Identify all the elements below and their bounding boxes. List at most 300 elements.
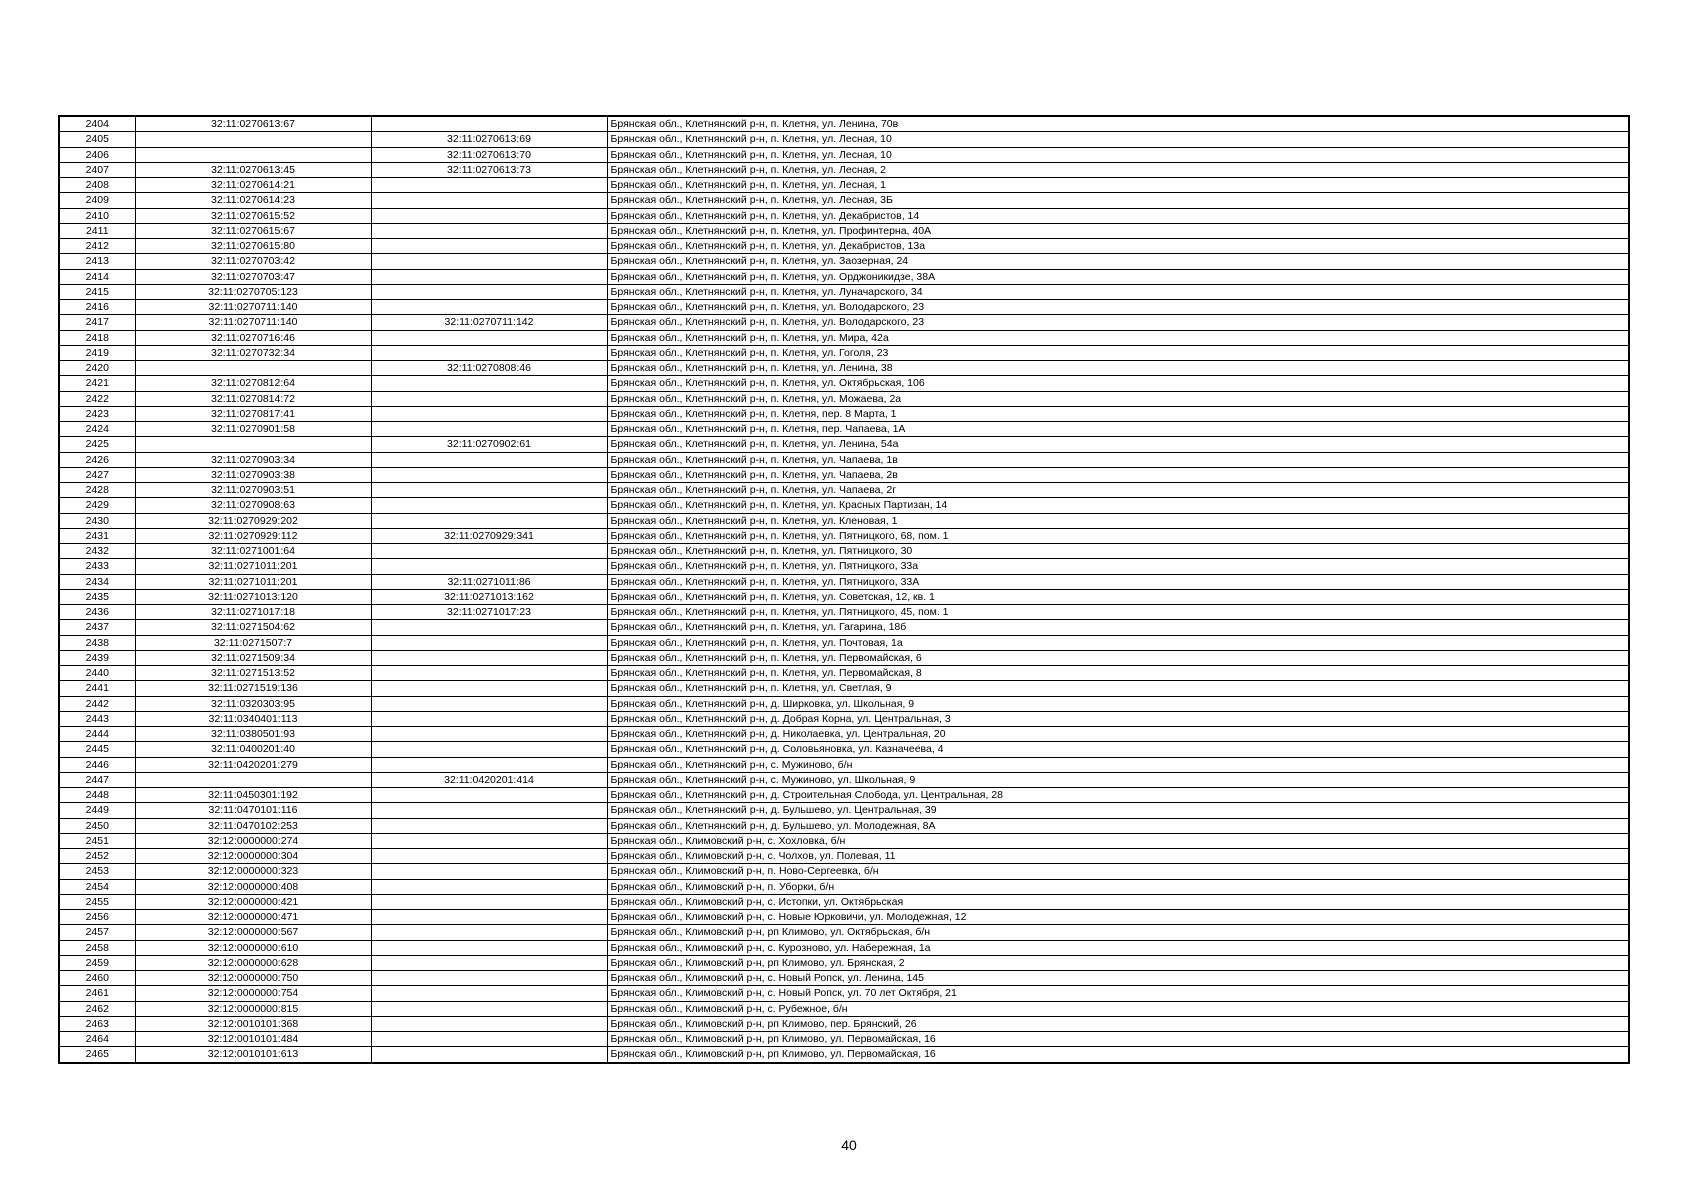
cadastral-number-cell <box>135 361 371 376</box>
address-cell: Брянская обл., Клетнянский р-н, п. Клетня, ул. Володарского, 23 <box>607 300 1629 315</box>
related-cadastral-number-cell <box>371 971 607 986</box>
related-cadastral-number-cell <box>371 666 607 681</box>
table-row <box>59 254 1629 269</box>
related-cadastral-number-cell <box>371 193 607 208</box>
table-row <box>59 437 1629 452</box>
table-row <box>59 818 1629 833</box>
cadastral-number-cell: 32:12:0000000:323 <box>135 864 371 879</box>
row-number-cell: 2458 <box>59 940 135 955</box>
cadastral-number-cell: 32:11:0270614:23 <box>135 193 371 208</box>
address-cell: Брянская обл., Клетнянский р-н, п. Клетня, ул. Лесная, 1 <box>607 178 1629 193</box>
row-number-cell: 2446 <box>59 757 135 772</box>
row-number-cell: 2461 <box>59 986 135 1001</box>
table-row <box>59 650 1629 665</box>
row-number-cell: 2454 <box>59 879 135 894</box>
related-cadastral-number-cell <box>371 635 607 650</box>
row-number-cell: 2425 <box>59 437 135 452</box>
row-number-cell: 2464 <box>59 1032 135 1047</box>
address-cell: Брянская обл., Клетнянский р-н, п. Клетня, пер. 8 Марта, 1 <box>607 406 1629 421</box>
table-row <box>59 742 1629 757</box>
cadastral-number-cell: 32:11:0270901:58 <box>135 422 371 437</box>
table-row <box>59 681 1629 696</box>
related-cadastral-number-cell <box>371 284 607 299</box>
table-row <box>59 605 1629 620</box>
row-number-cell: 2404 <box>59 116 135 132</box>
row-number-cell: 2450 <box>59 818 135 833</box>
cadastral-number-cell: 32:11:0270711:140 <box>135 315 371 330</box>
cadastral-number-cell: 32:11:0270705:123 <box>135 284 371 299</box>
row-number-cell: 2439 <box>59 650 135 665</box>
related-cadastral-number-cell <box>371 727 607 742</box>
cadastral-number-cell: 32:11:0270814:72 <box>135 391 371 406</box>
related-cadastral-number-cell: 32:11:0271017:23 <box>371 605 607 620</box>
row-number-cell: 2434 <box>59 574 135 589</box>
related-cadastral-number-cell <box>371 116 607 132</box>
address-cell: Брянская обл., Клетнянский р-н, п. Клетня, ул. Можаева, 2а <box>607 391 1629 406</box>
cadastral-number-cell: 32:12:0000000:274 <box>135 833 371 848</box>
cadastral-number-cell: 32:12:0000000:304 <box>135 849 371 864</box>
row-number-cell: 2426 <box>59 452 135 467</box>
table-row <box>59 376 1629 391</box>
table-row <box>59 666 1629 681</box>
cadastral-number-cell: 32:11:0450301:192 <box>135 788 371 803</box>
table-row <box>59 864 1629 879</box>
row-number-cell: 2409 <box>59 193 135 208</box>
cadastral-number-cell: 32:11:0270711:140 <box>135 300 371 315</box>
row-number-cell: 2447 <box>59 772 135 787</box>
table-row <box>59 498 1629 513</box>
cadastral-number-cell: 32:11:0271513:52 <box>135 666 371 681</box>
row-number-cell: 2424 <box>59 422 135 437</box>
row-number-cell: 2444 <box>59 727 135 742</box>
address-cell: Брянская обл., Климовский р-н, рп Климово, ул. Первомайская, 16 <box>607 1047 1629 1063</box>
table-row <box>59 955 1629 970</box>
related-cadastral-number-cell: 32:11:0270613:73 <box>371 162 607 177</box>
property-table <box>58 115 1630 1064</box>
row-number-cell: 2406 <box>59 147 135 162</box>
address-cell: Брянская обл., Клетнянский р-н, п. Клетня, ул. Володарского, 23 <box>607 315 1629 330</box>
cadastral-number-cell: 32:12:0000000:754 <box>135 986 371 1001</box>
cadastral-number-cell: 32:11:0420201:279 <box>135 757 371 772</box>
row-number-cell: 2423 <box>59 406 135 421</box>
cadastral-number-cell: 32:11:0271001:64 <box>135 544 371 559</box>
address-cell: Брянская обл., Клетнянский р-н, д. Ширковка, ул. Школьная, 9 <box>607 696 1629 711</box>
address-cell: Брянская обл., Клетнянский р-н, д. Строительная Слобода, ул. Центральная, 28 <box>607 788 1629 803</box>
address-cell: Брянская обл., Клетнянский р-н, п. Клетня, ул. Гагарина, 18б <box>607 620 1629 635</box>
related-cadastral-number-cell: 32:11:0270711:142 <box>371 315 607 330</box>
table-row <box>59 894 1629 909</box>
row-number-cell: 2410 <box>59 208 135 223</box>
table-row <box>59 284 1629 299</box>
address-cell: Брянская обл., Клетнянский р-н, п. Клетня, ул. Пятницкого, 68, пом. 1 <box>607 528 1629 543</box>
cadastral-number-cell: 32:11:0270812:64 <box>135 376 371 391</box>
row-number-cell: 2420 <box>59 361 135 376</box>
cadastral-number-cell: 32:11:0270929:112 <box>135 528 371 543</box>
table-row <box>59 803 1629 818</box>
address-cell: Брянская обл., Клетнянский р-н, п. Клетня, ул. Лесная, 10 <box>607 132 1629 147</box>
address-cell: Брянская обл., Климовский р-н, с. Новый Ропск, ул. 70 лет Октября, 21 <box>607 986 1629 1001</box>
related-cadastral-number-cell <box>371 879 607 894</box>
related-cadastral-number-cell <box>371 452 607 467</box>
table-row <box>59 513 1629 528</box>
related-cadastral-number-cell <box>371 422 607 437</box>
table-row <box>59 132 1629 147</box>
table-row <box>59 696 1629 711</box>
table-row <box>59 116 1629 132</box>
table-row <box>59 940 1629 955</box>
cadastral-number-cell: 32:11:0380501:93 <box>135 727 371 742</box>
address-cell: Брянская обл., Климовский р-н, рп Климово, ул. Брянская, 2 <box>607 955 1629 970</box>
row-number-cell: 2456 <box>59 910 135 925</box>
table-row <box>59 772 1629 787</box>
related-cadastral-number-cell <box>371 223 607 238</box>
related-cadastral-number-cell <box>371 849 607 864</box>
table-row <box>59 635 1629 650</box>
cadastral-number-cell: 32:11:0271507:7 <box>135 635 371 650</box>
related-cadastral-number-cell <box>371 894 607 909</box>
table-row <box>59 544 1629 559</box>
row-number-cell: 2416 <box>59 300 135 315</box>
row-number-cell: 2427 <box>59 467 135 482</box>
cadastral-number-cell: 32:11:0270817:41 <box>135 406 371 421</box>
related-cadastral-number-cell <box>371 498 607 513</box>
related-cadastral-number-cell <box>371 910 607 925</box>
related-cadastral-number-cell <box>371 483 607 498</box>
row-number-cell: 2438 <box>59 635 135 650</box>
address-cell: Брянская обл., Клетнянский р-н, п. Клетня, ул. Ленина, 54а <box>607 437 1629 452</box>
cadastral-number-cell: 32:11:0270703:42 <box>135 254 371 269</box>
row-number-cell: 2441 <box>59 681 135 696</box>
address-cell: Брянская обл., Клетнянский р-н, п. Клетня, ул. Заозерная, 24 <box>607 254 1629 269</box>
table-row <box>59 345 1629 360</box>
table-row <box>59 269 1629 284</box>
cadastral-number-cell: 32:11:0271504:62 <box>135 620 371 635</box>
cadastral-number-cell <box>135 147 371 162</box>
table-row <box>59 406 1629 421</box>
table-row <box>59 833 1629 848</box>
cadastral-number-cell: 32:12:0000000:628 <box>135 955 371 970</box>
row-number-cell: 2419 <box>59 345 135 360</box>
address-cell: Брянская обл., Клетнянский р-н, п. Клетня, ул. Луначарского, 34 <box>607 284 1629 299</box>
address-cell: Брянская обл., Климовский р-н, с. Истопки, ул. Октябрьская <box>607 894 1629 909</box>
address-cell: Брянская обл., Клетнянский р-н, п. Клетня, ул. Чапаева, 1в <box>607 452 1629 467</box>
cadastral-number-cell: 32:11:0400201:40 <box>135 742 371 757</box>
cadastral-number-cell: 32:12:0000000:815 <box>135 1001 371 1016</box>
page-number: 40 <box>841 1137 857 1153</box>
cadastral-number-cell: 32:12:0010101:484 <box>135 1032 371 1047</box>
table-row <box>59 986 1629 1001</box>
table-row <box>59 391 1629 406</box>
cadastral-number-cell: 32:11:0470101:116 <box>135 803 371 818</box>
row-number-cell: 2452 <box>59 849 135 864</box>
address-cell: Брянская обл., Клетнянский р-н, п. Клетня, ул. Мира, 42а <box>607 330 1629 345</box>
address-cell: Брянская обл., Климовский р-н, с. Рубежное, б/н <box>607 1001 1629 1016</box>
table-row <box>59 208 1629 223</box>
address-cell: Брянская обл., Клетнянский р-н, п. Клетня, ул. Лесная, 10 <box>607 147 1629 162</box>
address-cell: Брянская обл., Клетнянский р-н, п. Клетня, ул. Пятницкого, 30 <box>607 544 1629 559</box>
row-number-cell: 2413 <box>59 254 135 269</box>
cadastral-number-cell: 32:11:0270903:51 <box>135 483 371 498</box>
table-row <box>59 467 1629 482</box>
related-cadastral-number-cell <box>371 239 607 254</box>
table-row <box>59 483 1629 498</box>
related-cadastral-number-cell <box>371 925 607 940</box>
related-cadastral-number-cell <box>371 986 607 1001</box>
table-row <box>59 925 1629 940</box>
table-row <box>59 178 1629 193</box>
address-cell: Брянская обл., Климовский р-н, рп Климово, пер. Брянский, 26 <box>607 1016 1629 1031</box>
cadastral-number-cell: 32:11:0271509:34 <box>135 650 371 665</box>
row-number-cell: 2407 <box>59 162 135 177</box>
table-row <box>59 849 1629 864</box>
row-number-cell: 2429 <box>59 498 135 513</box>
related-cadastral-number-cell: 32:11:0270902:61 <box>371 437 607 452</box>
related-cadastral-number-cell <box>371 559 607 574</box>
address-cell: Брянская обл., Клетнянский р-н, п. Клетня, ул. Чапаева, 2г <box>607 483 1629 498</box>
cadastral-number-cell: 32:11:0270615:67 <box>135 223 371 238</box>
cadastral-number-cell <box>135 437 371 452</box>
cadastral-number-cell: 32:12:0000000:408 <box>135 879 371 894</box>
cadastral-number-cell: 32:12:0000000:421 <box>135 894 371 909</box>
address-cell: Брянская обл., Клетнянский р-н, п. Клетня, ул. Гоголя, 23 <box>607 345 1629 360</box>
address-cell: Брянская обл., Клетнянский р-н, п. Клетня, ул. Советская, 12, кв. 1 <box>607 589 1629 604</box>
table-row <box>59 620 1629 635</box>
related-cadastral-number-cell <box>371 940 607 955</box>
related-cadastral-number-cell <box>371 818 607 833</box>
related-cadastral-number-cell <box>371 376 607 391</box>
address-cell: Брянская обл., Клетнянский р-н, п. Клетня, ул. Кленовая, 1 <box>607 513 1629 528</box>
table-row <box>59 788 1629 803</box>
related-cadastral-number-cell <box>371 1016 607 1031</box>
cadastral-number-cell: 32:11:0271013:120 <box>135 589 371 604</box>
related-cadastral-number-cell <box>371 208 607 223</box>
table-row <box>59 879 1629 894</box>
address-cell: Брянская обл., Клетнянский р-н, п. Клетня, ул. Пятницкого, 45, пом. 1 <box>607 605 1629 620</box>
address-cell: Брянская обл., Клетнянский р-н, д. Николаевка, ул. Центральная, 20 <box>607 727 1629 742</box>
row-number-cell: 2433 <box>59 559 135 574</box>
related-cadastral-number-cell <box>371 406 607 421</box>
table-row <box>59 1001 1629 1016</box>
related-cadastral-number-cell <box>371 1032 607 1047</box>
related-cadastral-number-cell <box>371 864 607 879</box>
address-cell: Брянская обл., Клетнянский р-н, с. Мужиново, ул. Школьная, 9 <box>607 772 1629 787</box>
address-cell: Брянская обл., Клетнянский р-н, п. Клетня, ул. Чапаева, 2в <box>607 467 1629 482</box>
row-number-cell: 2437 <box>59 620 135 635</box>
address-cell: Брянская обл., Клетнянский р-н, п. Клетня, ул. Светлая, 9 <box>607 681 1629 696</box>
address-cell: Брянская обл., Клетнянский р-н, п. Клетня, ул. Лесная, 2 <box>607 162 1629 177</box>
address-cell: Брянская обл., Клетнянский р-н, д. Добрая Корна, ул. Центральная, 3 <box>607 711 1629 726</box>
row-number-cell: 2448 <box>59 788 135 803</box>
table-row <box>59 422 1629 437</box>
address-cell: Брянская обл., Климовский р-н, с. Курозново, ул. Набережная, 1а <box>607 940 1629 955</box>
related-cadastral-number-cell: 32:11:0270929:341 <box>371 528 607 543</box>
related-cadastral-number-cell <box>371 330 607 345</box>
address-cell: Брянская обл., Клетнянский р-н, п. Клетня, ул. Пятницкого, 33а <box>607 559 1629 574</box>
row-number-cell: 2421 <box>59 376 135 391</box>
cadastral-number-cell: 32:11:0271519:136 <box>135 681 371 696</box>
cadastral-number-cell: 32:11:0270614:21 <box>135 178 371 193</box>
address-cell: Брянская обл., Клетнянский р-н, п. Клетня, ул. Первомайская, 8 <box>607 666 1629 681</box>
related-cadastral-number-cell <box>371 620 607 635</box>
row-number-cell: 2417 <box>59 315 135 330</box>
related-cadastral-number-cell <box>371 178 607 193</box>
cadastral-number-cell: 32:11:0270615:80 <box>135 239 371 254</box>
related-cadastral-number-cell <box>371 711 607 726</box>
address-cell: Брянская обл., Климовский р-н, п. Уборки, б/н <box>607 879 1629 894</box>
row-number-cell: 2443 <box>59 711 135 726</box>
table-row <box>59 223 1629 238</box>
row-number-cell: 2411 <box>59 223 135 238</box>
cadastral-number-cell: 32:11:0270613:45 <box>135 162 371 177</box>
row-number-cell: 2432 <box>59 544 135 559</box>
table-row <box>59 574 1629 589</box>
table-row <box>59 711 1629 726</box>
row-number-cell: 2430 <box>59 513 135 528</box>
row-number-cell: 2462 <box>59 1001 135 1016</box>
related-cadastral-number-cell <box>371 696 607 711</box>
table-body <box>59 116 1629 1063</box>
cadastral-number-cell: 32:11:0320303:95 <box>135 696 371 711</box>
row-number-cell: 2440 <box>59 666 135 681</box>
row-number-cell: 2445 <box>59 742 135 757</box>
related-cadastral-number-cell: 32:11:0271011:86 <box>371 574 607 589</box>
table-row <box>59 147 1629 162</box>
address-cell: Брянская обл., Клетнянский р-н, п. Клетня, ул. Лесная, 3Б <box>607 193 1629 208</box>
related-cadastral-number-cell <box>371 345 607 360</box>
row-number-cell: 2412 <box>59 239 135 254</box>
cadastral-number-cell <box>135 132 371 147</box>
row-number-cell: 2463 <box>59 1016 135 1031</box>
related-cadastral-number-cell <box>371 650 607 665</box>
cadastral-number-cell: 32:11:0470102:253 <box>135 818 371 833</box>
address-cell: Брянская обл., Клетнянский р-н, п. Клетня, ул. Почтовая, 1а <box>607 635 1629 650</box>
related-cadastral-number-cell <box>371 742 607 757</box>
related-cadastral-number-cell: 32:11:0420201:414 <box>371 772 607 787</box>
address-cell: Брянская обл., Клетнянский р-н, п. Клетня, ул. Профинтерна, 40А <box>607 223 1629 238</box>
table-row <box>59 330 1629 345</box>
row-number-cell: 2451 <box>59 833 135 848</box>
table-row <box>59 452 1629 467</box>
table-row <box>59 361 1629 376</box>
address-cell: Брянская обл., Клетнянский р-н, д. Бульшево, ул. Молодежная, 8А <box>607 818 1629 833</box>
row-number-cell: 2442 <box>59 696 135 711</box>
table-row <box>59 589 1629 604</box>
table-row <box>59 1032 1629 1047</box>
table-row <box>59 971 1629 986</box>
address-cell: Брянская обл., Клетнянский р-н, п. Клетня, ул. Декабристов, 13а <box>607 239 1629 254</box>
address-cell: Брянская обл., Клетнянский р-н, п. Клетня, ул. Орджоникидзе, 38А <box>607 269 1629 284</box>
address-cell: Брянская обл., Климовский р-н, с. Новый Ропск, ул. Ленина, 145 <box>607 971 1629 986</box>
row-number-cell: 2415 <box>59 284 135 299</box>
related-cadastral-number-cell <box>371 1047 607 1063</box>
address-cell: Брянская обл., Клетнянский р-н, д. Бульшево, ул. Центральная, 39 <box>607 803 1629 818</box>
related-cadastral-number-cell: 32:11:0270808:46 <box>371 361 607 376</box>
related-cadastral-number-cell <box>371 833 607 848</box>
table-row <box>59 910 1629 925</box>
table-row <box>59 315 1629 330</box>
row-number-cell: 2428 <box>59 483 135 498</box>
address-cell: Брянская обл., Климовский р-н, рп Климово, ул. Первомайская, 16 <box>607 1032 1629 1047</box>
address-cell: Брянская обл., Клетнянский р-н, д. Соловьяновка, ул. Казначеева, 4 <box>607 742 1629 757</box>
related-cadastral-number-cell <box>371 757 607 772</box>
address-cell: Брянская обл., Клетнянский р-н, п. Клетня, ул. Пятницкого, 33А <box>607 574 1629 589</box>
cadastral-number-cell: 32:11:0270615:52 <box>135 208 371 223</box>
related-cadastral-number-cell: 32:11:0271013:162 <box>371 589 607 604</box>
address-cell: Брянская обл., Клетнянский р-н, п. Клетня, ул. Ленина, 70в <box>607 116 1629 132</box>
cadastral-number-cell: 32:11:0270613:67 <box>135 116 371 132</box>
related-cadastral-number-cell <box>371 803 607 818</box>
row-number-cell: 2453 <box>59 864 135 879</box>
row-number-cell: 2449 <box>59 803 135 818</box>
row-number-cell: 2455 <box>59 894 135 909</box>
cadastral-number-cell: 32:11:0340401:113 <box>135 711 371 726</box>
cadastral-number-cell: 32:11:0270903:34 <box>135 452 371 467</box>
address-cell: Брянская обл., Клетнянский р-н, п. Клетня, ул. Декабристов, 14 <box>607 208 1629 223</box>
address-cell: Брянская обл., Клетнянский р-н, п. Клетня, ул. Октябрьская, 106 <box>607 376 1629 391</box>
related-cadastral-number-cell <box>371 955 607 970</box>
table-row <box>59 757 1629 772</box>
cadastral-number-cell: 32:12:0000000:610 <box>135 940 371 955</box>
related-cadastral-number-cell <box>371 513 607 528</box>
related-cadastral-number-cell <box>371 269 607 284</box>
cadastral-number-cell: 32:11:0271011:201 <box>135 559 371 574</box>
related-cadastral-number-cell <box>371 254 607 269</box>
cadastral-number-cell: 32:12:0000000:750 <box>135 971 371 986</box>
cadastral-number-cell: 32:11:0270908:63 <box>135 498 371 513</box>
cadastral-number-cell: 32:11:0270903:38 <box>135 467 371 482</box>
address-cell: Брянская обл., Климовский р-н, п. Ново-Сергеевка, б/н <box>607 864 1629 879</box>
cadastral-number-cell: 32:11:0270929:202 <box>135 513 371 528</box>
address-cell: Брянская обл., Клетнянский р-н, п. Клетня, ул. Первомайская, 6 <box>607 650 1629 665</box>
related-cadastral-number-cell <box>371 391 607 406</box>
table-row <box>59 300 1629 315</box>
table-row <box>59 1016 1629 1031</box>
cadastral-number-cell: 32:11:0271017:18 <box>135 605 371 620</box>
related-cadastral-number-cell: 32:11:0270613:69 <box>371 132 607 147</box>
row-number-cell: 2405 <box>59 132 135 147</box>
table-row <box>59 239 1629 254</box>
row-number-cell: 2465 <box>59 1047 135 1063</box>
row-number-cell: 2457 <box>59 925 135 940</box>
row-number-cell: 2436 <box>59 605 135 620</box>
cadastral-number-cell <box>135 772 371 787</box>
cadastral-number-cell: 32:11:0270703:47 <box>135 269 371 284</box>
address-cell: Брянская обл., Климовский р-н, с. Чолхов, ул. Полевая, 11 <box>607 849 1629 864</box>
address-cell: Брянская обл., Климовский р-н, рп Климово, ул. Октябрьская, б/н <box>607 925 1629 940</box>
cadastral-number-cell: 32:11:0271011:201 <box>135 574 371 589</box>
cadastral-number-cell: 32:12:0010101:368 <box>135 1016 371 1031</box>
table-row <box>59 727 1629 742</box>
cadastral-number-cell: 32:11:0270716:46 <box>135 330 371 345</box>
address-cell: Брянская обл., Клетнянский р-н, с. Мужиново, б/н <box>607 757 1629 772</box>
row-number-cell: 2418 <box>59 330 135 345</box>
related-cadastral-number-cell <box>371 681 607 696</box>
related-cadastral-number-cell <box>371 300 607 315</box>
row-number-cell: 2414 <box>59 269 135 284</box>
related-cadastral-number-cell <box>371 467 607 482</box>
cadastral-number-cell: 32:12:0000000:471 <box>135 910 371 925</box>
row-number-cell: 2431 <box>59 528 135 543</box>
related-cadastral-number-cell <box>371 544 607 559</box>
related-cadastral-number-cell <box>371 1001 607 1016</box>
address-cell: Брянская обл., Климовский р-н, с. Хохловка, б/н <box>607 833 1629 848</box>
address-cell: Брянская обл., Клетнянский р-н, п. Клетня, пер. Чапаева, 1А <box>607 422 1629 437</box>
table-row <box>59 528 1629 543</box>
row-number-cell: 2460 <box>59 971 135 986</box>
related-cadastral-number-cell: 32:11:0270613:70 <box>371 147 607 162</box>
cadastral-number-cell: 32:11:0270732:34 <box>135 345 371 360</box>
address-cell: Брянская обл., Климовский р-н, с. Новые Юрковичи, ул. Молодежная, 12 <box>607 910 1629 925</box>
